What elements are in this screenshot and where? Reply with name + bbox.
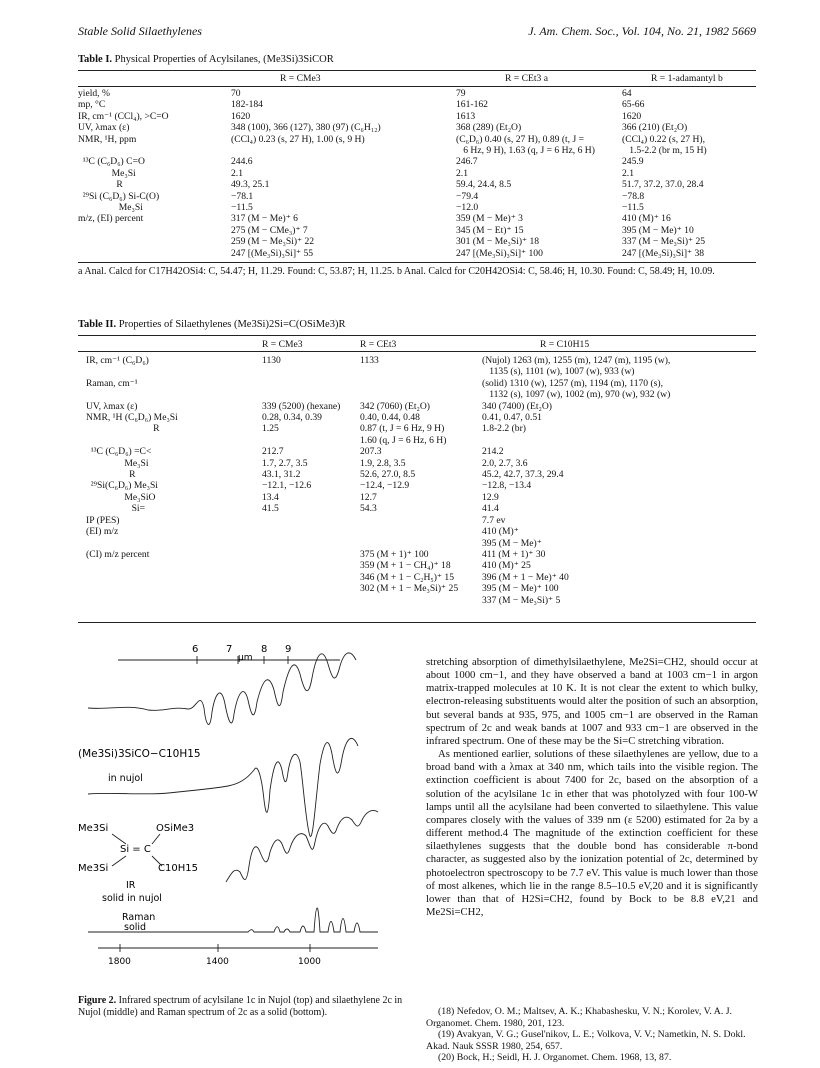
reference-19: (19) Avakyan, V. G.; Gusel'nikov, L. E.; Volkova, V. V.; Nametkin, N. S. Dokl. Akad. Nauk SSSR 1980, 254, 657. bbox=[426, 1029, 746, 1052]
struct-bottom-right: C10H15 bbox=[158, 863, 198, 874]
acylsilane-label: (Me3Si)3SiCO−C10H15 bbox=[78, 748, 201, 760]
figure2-caption: Figure 2. Infrared spectrum of acylsilane 1c in Nujol (top) and silaethylene 2c in Nujol (middle) and Raman spectrum of 2c as a solid (bottom). bbox=[78, 995, 403, 1018]
raman-label: Raman bbox=[122, 912, 156, 923]
um-tick-8: 8 bbox=[261, 644, 268, 655]
spectrum-top-ir bbox=[88, 653, 356, 725]
spectrum-bottom-ir bbox=[226, 810, 378, 882]
solid-nujol-label: solid in nujol bbox=[102, 893, 162, 904]
table1-bottom-rule bbox=[78, 262, 756, 263]
struct-center: Si = C bbox=[120, 844, 151, 855]
table2-col2-values: 1133 342 (7060) (Et₂O) 0.40, 0.44, 0.48 0.87 (t, J = 6 Hz, 9 H) 1.60 (q, J = 6 Hz, 6 H) 207.3 1.9, 2.8, 3.5 52.6, 27.0, 8.5 −12.4, −12.9 12.7 54.3 375 (M + 1)⁺ 100 359 (M + 1 − CH₄)⁺ 18 346 (M + 1 − C₂H₅)⁺ 15 302 (M + 1 − Me₃Si)⁺ 25 bbox=[360, 355, 459, 595]
figure2-spectra bbox=[78, 630, 418, 995]
table1-row-labels: yield, % mp, °C IR, cm⁻¹ (CCl₄), >C=O UV, λmax (ε) NMR, ¹H, ppm ¹³C (C₆D₆) C=O Me₃Si R ²⁹Si (C₆D₆) Si-C(O) Me₃Si m/z, (EI) percent bbox=[78, 88, 169, 225]
body-paragraph-2: As mentioned earlier, solutions of these silaethylenes are yellow, due to a broad band with a λmax at 340 nm, which tails into the visible region. The extinction coefficient is about 7400 for 2c, based on the absorption of a solution of the acylsilane 1c in ether that was photolyzed with four 100-W lamps until all the acylsilane had been converted to silaethylene. This value compares closely with the values of 339 nm (ε 5200) estimated for 2a by a different method.4 The magnitude of the extinction coefficient for these silaethylenes suggests that the double bond has considerable π-bond character, as suggested also by the ionization potential of 2c, determined by photoelectron spectroscopy to be 7.7 eV. This value is much lower than those of most alkenes, which lie in the range 8.5–10.5 eV,20 and it is significantly lower than that of H2Si=CH2, found by Bock to be 8.8 eV,21 and Me2Si=CH2, bbox=[426, 748, 758, 918]
um-tick-7: 7 bbox=[226, 644, 233, 655]
cm-tick-1800: 1800 bbox=[108, 957, 131, 967]
ir-label: IR bbox=[126, 880, 136, 891]
table2-bottom-rule bbox=[78, 622, 756, 623]
body-text bbox=[426, 656, 758, 919]
cm-tick-1000: 1000 bbox=[298, 957, 321, 967]
table2-row-labels: IR, cm⁻¹ (C₆D₆) Raman, cm⁻¹ UV, λmax (ε) NMR, ¹H (C₆D₆) Me₃Si R ¹³C (C₆D₆) =C< Me₃Si R ²⁹Si(C₆D₆) Me₃Si Me₃SiO Si= IP (PES) (EI) m/z (CI) m/z percent bbox=[86, 355, 178, 560]
table1-col1-values: 70 182-184 1620 348 (100), 366 (127), 380 (97) (C₆H₁₂) (CCl₄) 0.23 (s, 27 H), 1.00 (s, 9 H) 244.6 2.1 49.3, 25.1 −78.1 −11.5 317 (M − Me)⁺ 6 275 (M − CMe₃)⁺ 7 259 (M − Me₃Si)⁺ 22 247 [(Me₃Si)₃Si]⁺ 55 bbox=[231, 88, 381, 259]
table1-col2-values: 79 161-162 1613 368 (289) (Et₂O) (C₆D₆) 0.40 (s, 27 H), 0.89 (t, J = 6 Hz, 9 H), 1.63 (q, J = 6 Hz, 6 H) 246.7 2.1 59.4, 24.4, 8.5 −79.4 −12.0 359 (M − Me)⁺ 3 345 (M − Et)⁺ 15 301 (M − Me₃Si)⁺ 18 247 [(Me₃Si)₃Si]⁺ 100 bbox=[456, 88, 595, 259]
header-right: J. Am. Chem. Soc., Vol. 104, No. 21, 1982 5669 bbox=[528, 24, 756, 38]
header-left: Stable Solid Silaethylenes bbox=[78, 24, 202, 38]
nujol-label: in nujol bbox=[108, 773, 143, 784]
body-paragraph-1: stretching absorption of dimethylsilaethylene, Me2Si=CH2, should occur at about 1000 cm−1, and they have observed a band at 1003 cm−1 in argon matrix-trapped molecules at 10 K. It is not clear the extent to which bulky, electron-releasing substituents would alter the position of such an absorption, but several bands at 935, 975, and 1005 cm−1 are observed in the Raman spectrum of 2c and weak bands at 1007 and 933 cm−1 are observed in the infrared spectrum. One of these may be the Si=C stretching vibration. bbox=[426, 656, 758, 747]
um-unit-label: μm bbox=[238, 653, 253, 663]
cm-tick-1400: 1400 bbox=[206, 957, 229, 967]
struct-top-left: Me3Si bbox=[78, 823, 109, 834]
reference-18: (18) Nefedov, O. M.; Maltsev, A. K.; Khabashesku, V. N.; Korolev, V. A. J. Organomet. Chem. 1980, 201, 123. bbox=[426, 1006, 732, 1029]
table2-top-rule bbox=[78, 335, 756, 336]
um-tick-9: 9 bbox=[285, 644, 292, 655]
table2-col-header-3: R = C10H15 bbox=[540, 339, 590, 350]
references bbox=[426, 1006, 758, 1064]
running-header bbox=[78, 24, 756, 39]
table1-col-header-2: R = CEt3 a bbox=[505, 73, 548, 84]
table1-col3-values: 64 65-66 1620 366 (210) (Et₂O) (CCl₄) 0.22 (s, 27 H), 1.5-2.2 (br m, 15 H) 245.9 2.1 51.7, 37.2, 37.0, 28.4 −78.8 −11.5 410 (M)⁺ 16 395 (M − Me)⁺ 10 337 (M − Me₃Si)⁺ 25 247 [(Me₃Si)₃Si]⁺ 38 bbox=[622, 88, 707, 259]
struct-bottom-left: Me3Si bbox=[78, 863, 109, 874]
struct-top-right: OSiMe3 bbox=[156, 823, 195, 834]
table1-caption: Table I. Physical Properties of Acylsilanes, (Me3Si)3SiCOR bbox=[78, 54, 334, 65]
um-tick-6: 6 bbox=[192, 644, 199, 655]
table2-caption: Table II. Properties of Silaethylenes (Me3Si)2Si=C(OSiMe3)R bbox=[78, 319, 346, 330]
table2-col1-values: 1130 339 (5200) (hexane) 0.28, 0.34, 0.39 1.25 212.7 1.7, 2.7, 3.5 43.1, 31.2 −12.1, −12.6 13.4 41.5 bbox=[262, 355, 341, 515]
raman-solid-label: solid bbox=[124, 922, 147, 933]
table2-col-header-1: R = CMe3 bbox=[262, 339, 303, 350]
table2-col-header-2: R = CEt3 bbox=[360, 339, 397, 350]
table2-col3-values: (Nujol) 1263 (m), 1255 (m), 1247 (m), 1195 (w), 1135 (s), 1101 (w), 1007 (w), 933 (w) (solid) 1310 (w), 1257 (m), 1194 (m), 1170 (s), 1132 (s), 1097 (w), 1002 (m), 970 (w), 932 (w) 340 (7400) (Et₂O) 0.41, 0.47, 0.51 1.8-2.2 (br) 214.2 2.0, 2.7, 3.6 45.2, 42.7, 37.3, 29.4 −12.8, −13.4 12.9 41.4 7.7 ev 410 (M)⁺ 395 (M − Me)⁺ 411 (M + 1)⁺ 30 410 (M)⁺ 25 396 (M + 1 − Me)⁺ 40 395 (M − Me)⁺ 100 337 (M − Me₃Si)⁺ 5 bbox=[482, 355, 671, 606]
table1-header-rule bbox=[78, 86, 756, 87]
table1-footnote: a Anal. Calcd for C17H42OSi4: C, 54.47; H, 11.29. Found: C, 53.87; H, 11.25. b Anal. Calcd for C20H42OSi4: C, 58.46; H, 10.30. Found: C, 58.49; H, 10.09. bbox=[78, 266, 715, 277]
reference-20: (20) Bock, H.; Seidl, H. J. Organomet. Chem. 1968, 13, 87. bbox=[438, 1052, 672, 1064]
table1-top-rule bbox=[78, 70, 756, 71]
table1-col-header-1: R = CMe3 bbox=[280, 73, 321, 84]
table2-header-rule bbox=[78, 351, 756, 352]
table1-col-header-3: R = 1-adamantyl b bbox=[651, 73, 723, 84]
